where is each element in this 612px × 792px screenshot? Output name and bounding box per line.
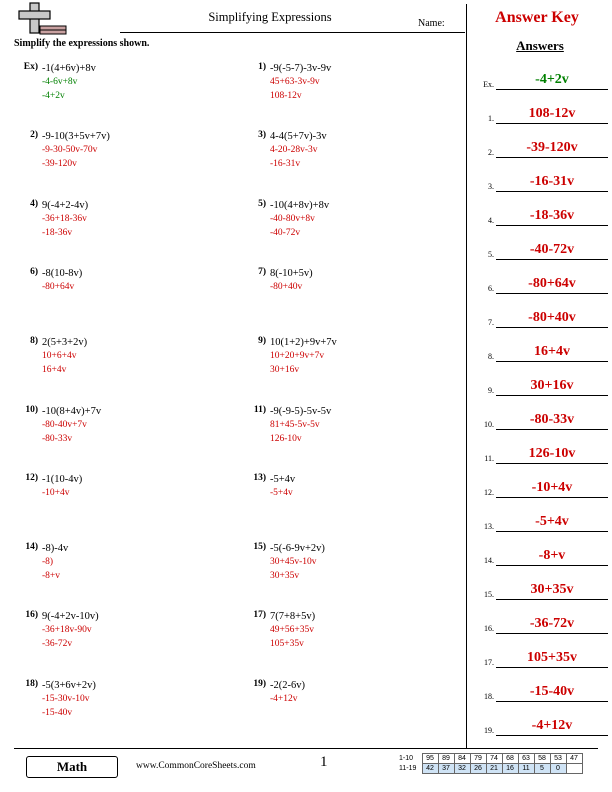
answer-value: -10+4v <box>531 480 573 495</box>
answer-row <box>474 362 608 396</box>
answer-row <box>474 56 608 90</box>
answer-value: -8+v <box>538 548 566 563</box>
answer-value: 105+35v <box>527 650 577 665</box>
problem-number: 2) <box>30 130 38 140</box>
problem-step: -36-72v <box>42 639 73 649</box>
score-cell: 42 <box>422 764 438 774</box>
name-rule <box>120 32 465 33</box>
problems-area <box>12 54 462 744</box>
problem-number: 4) <box>30 199 38 209</box>
problem-expression: -9-10(3+5v+7v) <box>42 131 110 142</box>
score-cell: 58 <box>534 754 550 764</box>
answer-row <box>474 634 608 668</box>
problem-number: 11) <box>253 405 266 415</box>
problem-step: -80+40v <box>270 282 303 292</box>
problem-number: 9) <box>258 336 266 346</box>
instructions: Simplify the expressions shown. <box>14 38 150 49</box>
problem-step: -10+4v <box>42 488 70 498</box>
problem-step: 30+16v <box>270 365 300 375</box>
problem-step: -5+4v <box>270 488 293 498</box>
score-cell: 16 <box>502 764 518 774</box>
page-header <box>0 0 612 40</box>
answer-label: 19. <box>484 726 494 735</box>
answer-value: -80+40v <box>528 310 576 325</box>
answer-label: 9. <box>488 386 494 395</box>
answer-label: 14. <box>484 556 494 565</box>
problem-step: -15-30v-10v <box>42 694 90 704</box>
footer-divider <box>14 748 598 749</box>
problem-number: 5) <box>258 199 266 209</box>
problem-expression: 9(-4+2-4v) <box>42 200 89 211</box>
score-cell: 32 <box>454 764 470 774</box>
answer-row <box>474 158 608 192</box>
answer-label: 4. <box>488 216 494 225</box>
answer-value: -15-40v <box>529 684 575 699</box>
problem-step: 10+20+9v+7v <box>270 351 325 361</box>
answer-value: 108-12v <box>528 106 576 121</box>
answer-value: 126-10v <box>528 446 576 461</box>
problem-step: 10+6+4v <box>42 351 77 361</box>
score-cell: 63 <box>518 754 534 764</box>
problem-expression: -2(2-6v) <box>270 680 305 691</box>
answer-value: -80-33v <box>529 412 575 427</box>
answer-label: Ex. <box>483 80 494 89</box>
problem-number: 7) <box>258 267 266 277</box>
subject-badge: Math <box>26 756 118 778</box>
problem-step: -8) <box>42 557 54 567</box>
problem-number: 17) <box>253 610 266 620</box>
problem-expression: -8(10-8v) <box>42 268 83 279</box>
problem-step: -80-40v+7v <box>42 420 87 430</box>
problem-step: 108-12v <box>270 91 302 101</box>
answer-row <box>474 192 608 226</box>
answer-value: -36-72v <box>529 616 575 631</box>
answer-label: 15. <box>484 590 494 599</box>
answer-label: 2. <box>488 148 494 157</box>
score-cell-empty <box>566 764 582 774</box>
problem-step: -8+v <box>42 571 61 581</box>
answer-value: -18-36v <box>529 208 575 223</box>
problem-number: 8) <box>30 336 38 346</box>
answer-row <box>474 396 608 430</box>
problem-step: -9-30-50v-70v <box>42 145 98 155</box>
answer-row <box>474 600 608 634</box>
problem-step: -4-6v+8v <box>42 77 78 87</box>
answer-row <box>474 668 608 702</box>
answer-value: 30+16v <box>530 378 574 393</box>
answer-row <box>474 464 608 498</box>
name-label: Name: <box>418 18 445 29</box>
score-row-top <box>398 754 582 764</box>
problem-step: 105+35v <box>270 639 304 649</box>
problem-expression: -1(10-4v) <box>42 474 83 485</box>
score-cell: 89 <box>438 754 454 764</box>
answer-row <box>474 226 608 260</box>
problem-expression: -5+4v <box>270 474 296 485</box>
answer-value: -80+64v <box>528 276 576 291</box>
problem-number: 16) <box>25 610 38 620</box>
answer-label: 7. <box>488 318 494 327</box>
answer-row <box>474 328 608 362</box>
answer-rule <box>496 735 608 736</box>
problem-number: 15) <box>253 542 266 552</box>
score-range: 11-19 <box>398 764 422 774</box>
answer-value: -4+2v <box>535 72 569 87</box>
cross-and-book-icon <box>14 2 74 38</box>
answer-label: 6. <box>488 284 494 293</box>
score-cell: 53 <box>550 754 566 764</box>
answer-label: 10. <box>484 420 494 429</box>
answer-label: 13. <box>484 522 494 531</box>
problem-expression: -5(-6-9v+2v) <box>270 543 325 554</box>
problem-step: 49+56+35v <box>270 625 314 635</box>
problem-step: 30+45v-10v <box>270 557 317 567</box>
answer-value: -39-120v <box>526 140 578 155</box>
answer-value: -4+12v <box>531 718 573 733</box>
problem-number: 19) <box>253 679 266 689</box>
problem-number: Ex) <box>23 62 38 72</box>
answer-value: 16+4v <box>534 344 570 359</box>
answer-label: 1. <box>488 114 494 123</box>
problem-expression: 7(7+8+5v) <box>270 611 316 622</box>
answer-label: 18. <box>484 692 494 701</box>
score-cell: 11 <box>518 764 534 774</box>
problem-step: -80+64v <box>42 282 75 292</box>
answer-value: -5+4v <box>535 514 569 529</box>
score-table <box>398 753 583 774</box>
problem-step: -36+18v-90v <box>42 625 92 635</box>
page-title: Simplifying Expressions <box>208 10 332 24</box>
answer-label: 8. <box>488 352 494 361</box>
problem-expression: 4-4(5+7v)-3v <box>270 131 327 142</box>
problem-step: -36+18-36v <box>42 214 87 224</box>
problem-expression: -5(3+6v+2v) <box>42 680 96 691</box>
problem-step: 81+45-5v-5v <box>270 420 320 430</box>
answers-heading: Answers <box>516 38 564 53</box>
problem-step: -4+12v <box>270 694 298 704</box>
problem-step: 16+4v <box>42 365 67 375</box>
score-cell: 95 <box>422 754 438 764</box>
problem-step: 30+35v <box>270 571 300 581</box>
answer-label: 3. <box>488 182 494 191</box>
score-cell: 68 <box>502 754 518 764</box>
problem-expression: -9(-5-7)-3v-9v <box>270 63 332 74</box>
answer-value: -16-31v <box>529 174 575 189</box>
problem-number: 3) <box>258 130 266 140</box>
score-cell: 47 <box>566 754 582 764</box>
score-range: 1-10 <box>399 755 414 762</box>
problem-step: -80-33v <box>42 434 73 444</box>
score-cell: 84 <box>454 754 470 764</box>
problem-step: 45+63-3v-9v <box>270 77 320 87</box>
problem-step: -39-120v <box>42 159 77 169</box>
answer-row <box>474 294 608 328</box>
answer-label: 17. <box>484 658 494 667</box>
column-divider <box>466 4 467 748</box>
problem-expression: 8(-10+5v) <box>270 268 313 279</box>
answer-label: 16. <box>484 624 494 633</box>
answer-row <box>474 702 608 736</box>
score-cell: 37 <box>438 764 454 774</box>
problem-expression: 10(1+2)+9v+7v <box>270 337 337 348</box>
answer-row <box>474 498 608 532</box>
answer-row <box>474 430 608 464</box>
problem-expression: 9(-4+2v-10v) <box>42 611 99 622</box>
problem-step: -16-31v <box>270 159 301 169</box>
answer-label: 5. <box>488 250 494 259</box>
problem-step: 4-20-28v-3v <box>270 145 318 155</box>
problem-expression: 2(5+3+2v) <box>42 337 88 348</box>
answer-row <box>474 566 608 600</box>
website-url: www.CommonCoreSheets.com <box>136 761 256 771</box>
problem-number: 13) <box>253 473 266 483</box>
problem-step: -18-36v <box>42 228 73 238</box>
score-cell: 74 <box>486 754 502 764</box>
page-number: 1 <box>320 754 328 770</box>
answer-value: 30+35v <box>530 582 574 597</box>
problem-expression: -10(4+8v)+8v <box>270 200 330 211</box>
answer-row <box>474 124 608 158</box>
problem-expression: -1(4+6v)+8v <box>42 63 96 74</box>
problem-step: 126-10v <box>270 434 302 444</box>
answer-value: -40-72v <box>529 242 575 257</box>
answer-label: 12. <box>484 488 494 497</box>
answer-row <box>474 532 608 566</box>
score-cell: 0 <box>550 764 566 774</box>
problem-number: 18) <box>25 679 38 689</box>
problem-expression: -10(8+4v)+7v <box>42 406 102 417</box>
score-cell: 26 <box>470 764 486 774</box>
problem-step: -15-40v <box>42 708 73 718</box>
answer-row <box>474 90 608 124</box>
answer-key-label: Answer Key <box>495 9 579 26</box>
score-cell: 5 <box>534 764 550 774</box>
problem-step: -40-72v <box>270 228 301 238</box>
problem-expression: -9(-9-5)-5v-5v <box>270 406 332 417</box>
score-row-bottom <box>398 764 582 774</box>
problem-number: 1) <box>258 62 266 72</box>
problem-number: 12) <box>25 473 38 483</box>
problem-number: 14) <box>25 542 38 552</box>
problem-step: -4+2v <box>42 91 65 101</box>
score-cell: 21 <box>486 764 502 774</box>
answer-label: 11. <box>484 454 494 463</box>
score-cell: 79 <box>470 754 486 764</box>
problem-expression: -8)-4v <box>42 543 69 554</box>
problem-number: 6) <box>30 267 38 277</box>
problem-step: -40-80v+8v <box>270 214 315 224</box>
answer-row <box>474 260 608 294</box>
problem-number: 10) <box>25 405 38 415</box>
